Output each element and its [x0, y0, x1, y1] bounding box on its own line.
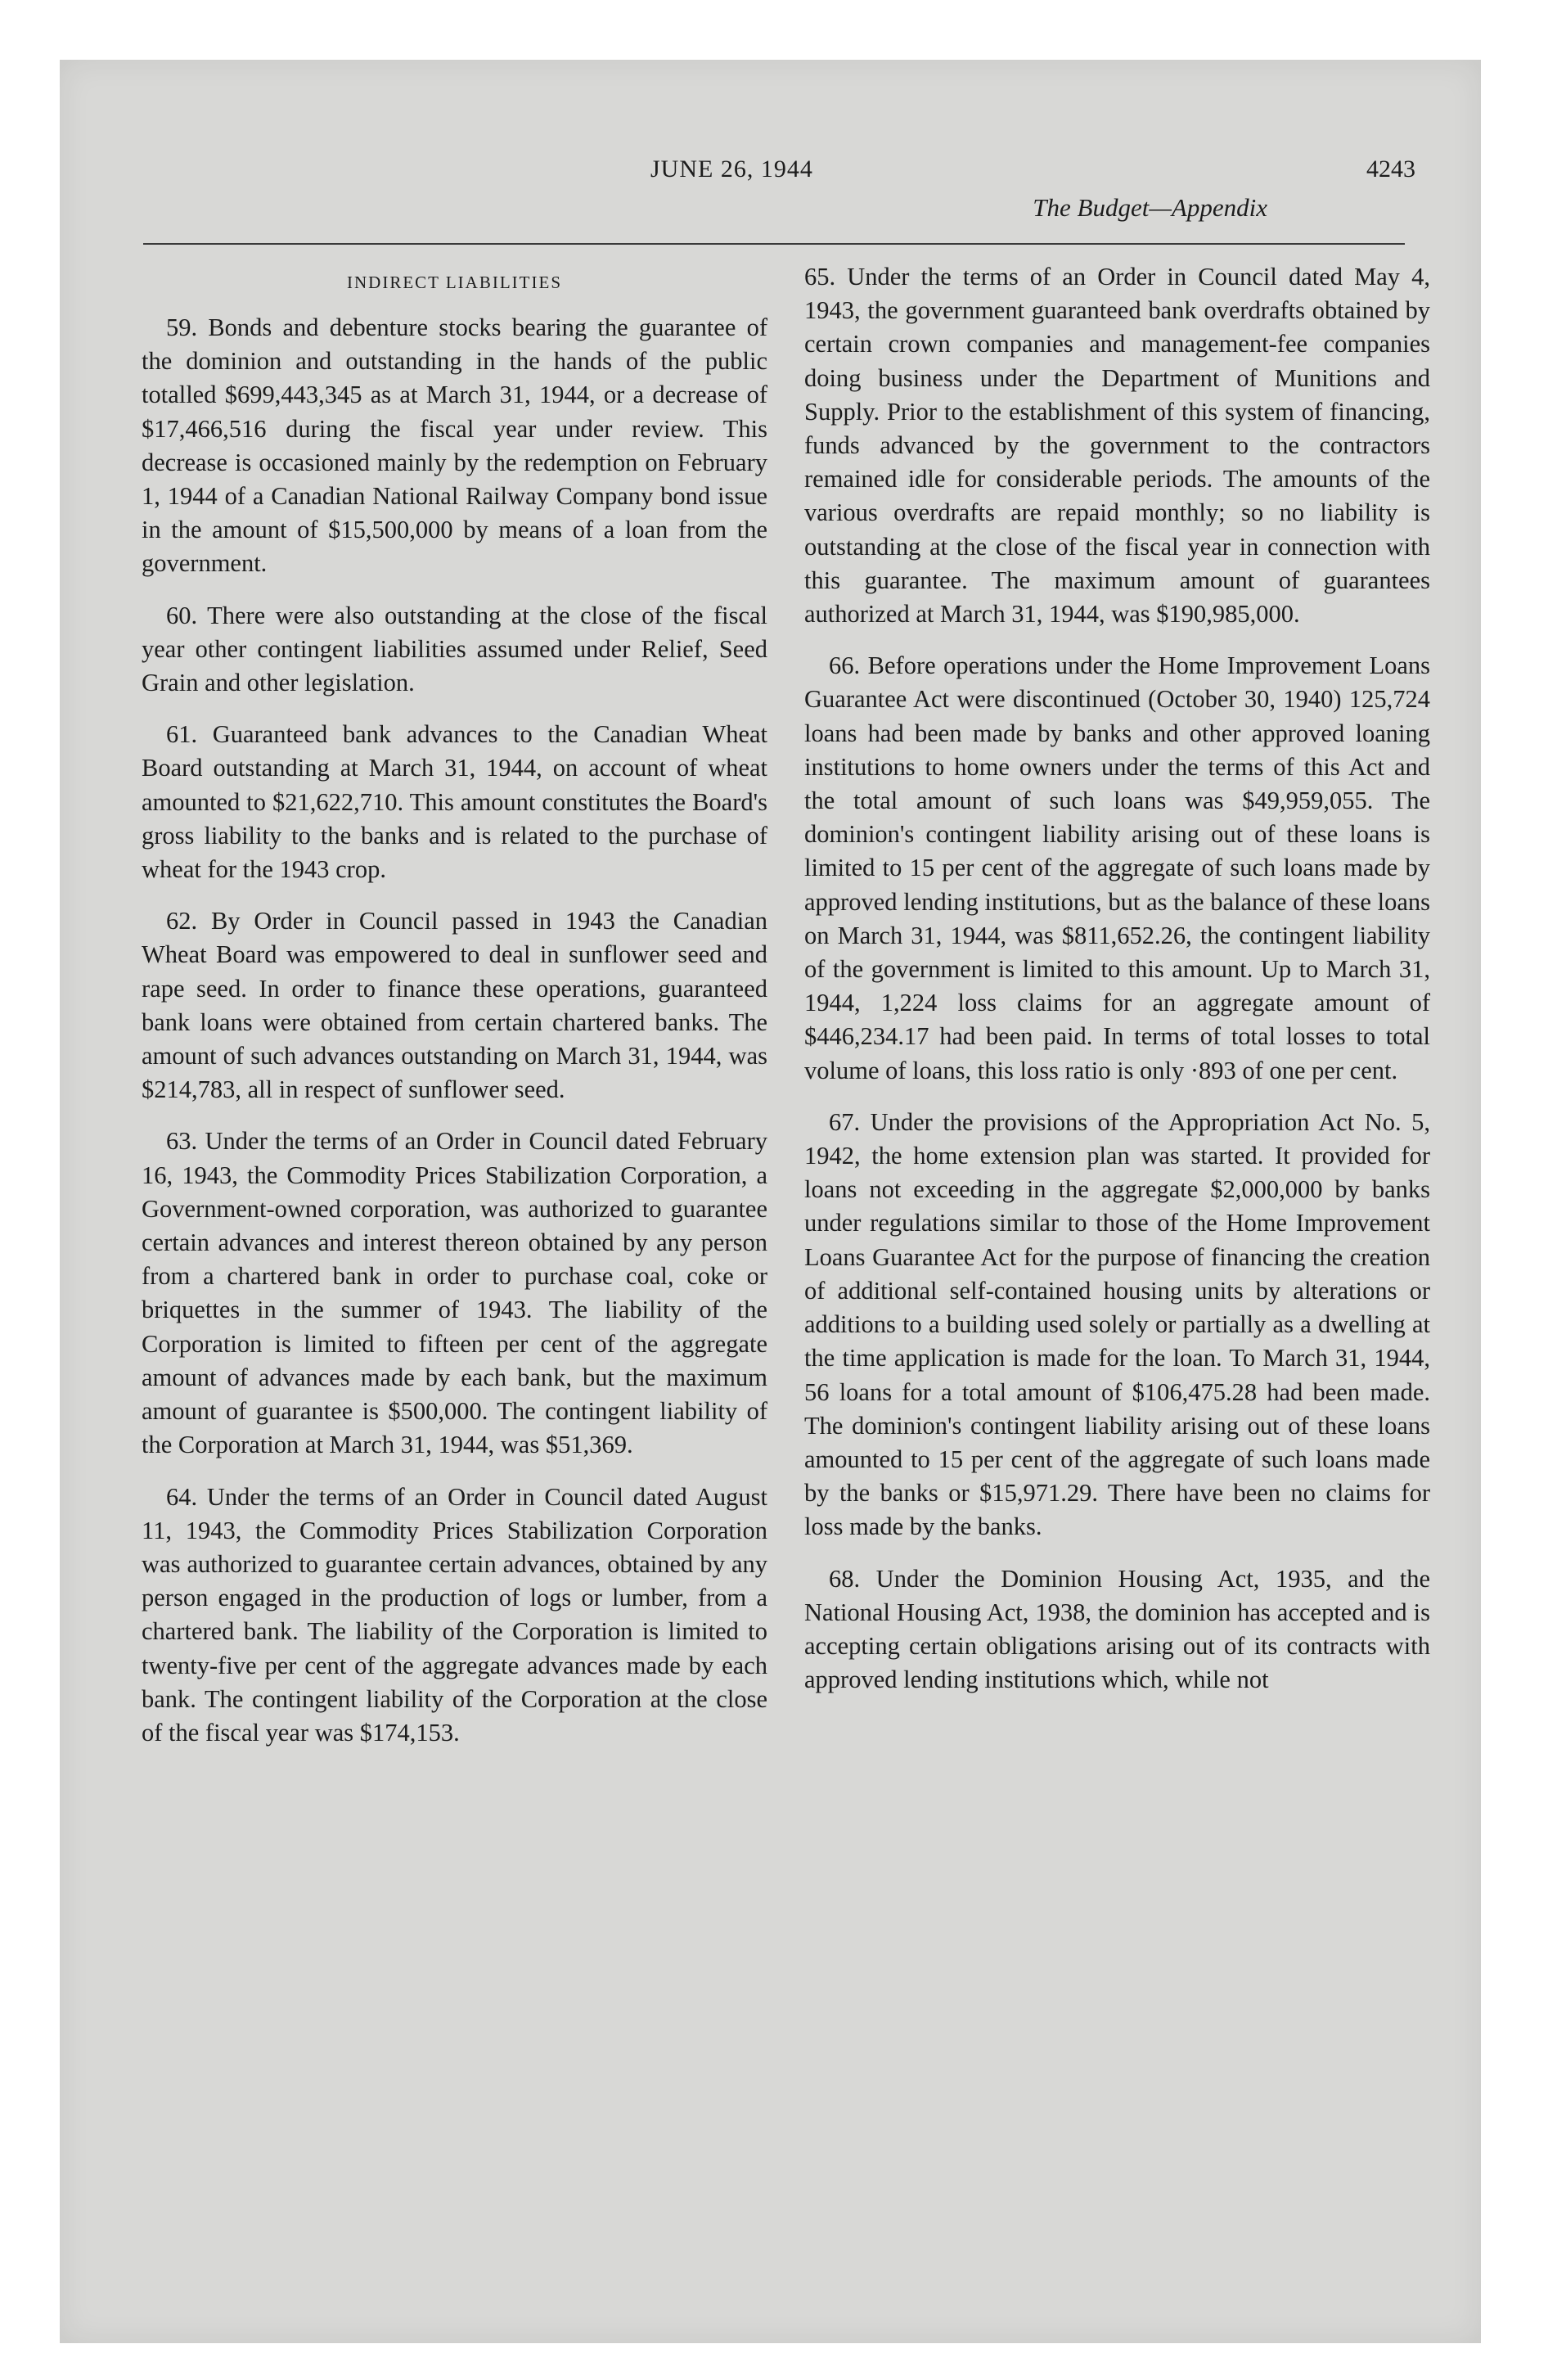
page-header [0, 156, 1548, 221]
paragraph-59: 59. Bonds and debenture stocks bearing the guarantee of the dominion and outstanding in the hands of the public totalled $699,443,345 as at March 31, 1944, or a decrease of $17,466,516 during the fiscal year under review. This decrease is occasioned mainly by the redemption on February 1, 1944 of a Canadian National Railway Company bond issue in the amount of $15,500,000 by means of a loan from the government. [142, 313, 767, 578]
header-date: JUNE 26, 1944 [650, 156, 813, 183]
page-number: 4243 [1366, 156, 1415, 183]
paragraph-60: 60. There were also outstanding at the close of the fiscal year other contingent liabilities assumed under Relief, Seed Grain and other legislation. [142, 601, 767, 697]
left-column [142, 260, 767, 1768]
paragraph-65: 65. Under the terms of an Order in Council dated May 4, 1943, the government guaranteed bank overdrafts obtained by certain crown companies and management-fee companies doing business under the Department of Munitions and Supply. Prior to the establishment of this system of financing, funds advanced by the government to the contractors remained idle for considerable periods. The amounts of the various overdrafts are repaid monthly; so no liability is outstanding at the close of the fiscal year in connection with this guarantee. The maximum amount of guarantees authorized at March 31, 1944, was $190,985,000. [804, 263, 1430, 629]
right-column [804, 260, 1430, 1715]
paragraph-66: 66. Before operations under the Home Improvement Loans Guarantee Act were discontinued (October 30, 1940) 125,724 loans had been made by banks and other approved loaning institutions to home owners under the terms of this Act and the total amount of such loans was $49,959,055. The dominion's contingent liability arising out of these loans is limited to 15 per cent of the aggregate of such loans made by approved lending institutions, but as the balance of these loans on March 31, 1944, was $811,652.26, the contingent liability of the government is limited to this amount. Up to March 31, 1944, 1,224 loss claims for an aggregate amount of $446,234.17 had been paid. In terms of total losses to total volume of loans, this loss ratio is only ·893 of one per cent. [804, 651, 1430, 1084]
section-heading: INDIRECT LIABILITIES [347, 273, 562, 292]
section-title: The Budget—Appendix [1033, 193, 1267, 222]
paragraph-62: 62. By Order in Council passed in 1943 the Canadian Wheat Board was empowered to deal in sunflower seed and rape seed. In order to finance these operations, guaranteed bank loans were obtained from certain chartered banks. The amount of such advances outstanding on March 31, 1944, was $214,783, all in respect of sunflower seed. [142, 907, 767, 1104]
paragraph-61: 61. Guaranteed bank advances to the Canadian Wheat Board outstanding at March 31, 1944, on account of wheat amounted to $21,622,710. This amount constitutes the Board's gross liability to the banks and is related to the purchase of wheat for the 1943 crop. [142, 720, 767, 884]
paragraph-64: 64. Under the terms of an Order in Council dated August 11, 1943, the Commodity Prices Stabilization Corporation was authorized to guarantee certain advances, obtained by any person engaged in the production of logs or lumber, from a chartered bank. The liability of the Corporation is limited to twenty-five per cent of the aggregate advances made by each bank. The contingent liability of the Corporation at the close of the fiscal year was $174,153. [142, 1482, 767, 1747]
paragraph-67: 67. Under the provisions of the Appropriation Act No. 5, 1942, the home extension plan was started. It provided for loans not exceeding in the aggregate $2,000,000 by banks under regulations similar to those of the Home Improvement Loans Guarantee Act for the purpose of financing the creation of additional self-contained housing units by alterations or additions to a building used solely or partially as a dwelling at the time application is made for the loan. To March 31, 1944, 56 loans for a total amount of $106,475.28 had been made. The dominion's contingent liability arising out of these loans amounted to 15 per cent of the aggregate of such loans made by the banks or $15,971.29. There have been no claims for loss made by the banks. [804, 1107, 1430, 1541]
header-rule [143, 243, 1405, 245]
paragraph-63: 63. Under the terms of an Order in Council dated February 16, 1943, the Commodity Prices Stabilization Corporation, a Government-owned corporation, was authorized to guarantee certain advances and interest thereon obtained by any person from a chartered bank in order to purchase coal, coke or briquettes in the summer of 1943. The liability of the Corporation is limited to fifteen per cent of the aggregate amount of advances made by each bank, but the maximum amount of guarantee is $500,000. The contingent liability of the Corporation at March 31, 1944, was $51,369. [142, 1127, 767, 1459]
paragraph-68: 68. Under the Dominion Housing Act, 1935, and the National Housing Act, 1938, the dominion has accepted and is accepting certain obligations arising out of its contracts with approved lending institutions which, while not [804, 1564, 1430, 1694]
